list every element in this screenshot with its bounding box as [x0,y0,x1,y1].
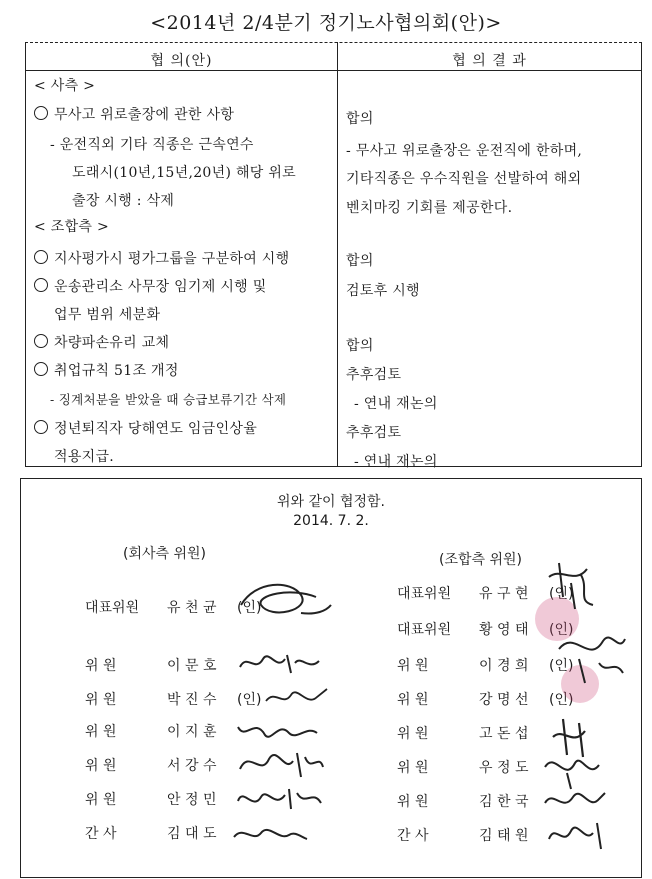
header-agenda: 협 의(안) [150,53,213,69]
company-role-6: 위 원 [85,792,117,808]
union-side-heading: < 조합측 > [34,219,110,235]
signature-scribble-icon [549,619,629,689]
union-seal-3: (인) [549,658,574,674]
company-role-3: 위 원 [85,692,117,708]
company-name-2: 이 문 호 [167,658,217,674]
union-role-1: 대표위원 [397,586,452,602]
union-role-2: 대표위원 [397,622,452,638]
column-divider [337,42,338,466]
union-name-3: 이 경 희 [479,658,529,674]
agreement-statement: 위와 같이 협정함. [276,494,386,510]
document-title: <2014년 2/4분기 정기노사협의회(안)> [150,12,502,34]
result-3-head: 합의 [346,338,374,354]
agenda-item-3-line-2: 업무 범위 세분화 [54,307,161,323]
bullet-circle-icon [34,420,48,434]
union-role-4: 위 원 [397,692,429,708]
result-5-head: 추후검토 [346,425,402,441]
union-name-4: 강 명 선 [479,692,529,708]
company-name-1: 유 천 균 [167,600,217,616]
bullet-circle-icon [34,106,48,120]
agreement-date: 2014. 7. 2. [293,513,369,529]
company-name-7: 김 대 도 [167,826,217,842]
signature-scribble-icon [233,781,323,815]
result-1-line-3: 벤치마킹 기회를 제공한다. [346,200,513,216]
result-2-body: 검토후 시행 [346,283,420,299]
bullet-circle-icon [34,362,48,376]
signature-scribble-icon [261,679,331,713]
agenda-item-4 [34,332,169,352]
union-seal-4: (인) [549,692,574,708]
union-role-6: 위 원 [397,760,429,776]
signature-scribble-icon [235,743,325,783]
company-role-7: 간 사 [85,826,117,842]
company-role-5: 위 원 [85,758,117,774]
union-name-5: 고 돈 섭 [479,726,529,742]
agenda-item-6-line-2: 적용지급. [54,449,115,465]
signature-scribble-icon [233,713,323,747]
union-role-3: 위 원 [397,658,429,674]
company-members-heading: (회사측 위원) [123,546,206,562]
union-role-8: 간 사 [397,828,429,844]
header-result: 협 의 결 과 [452,53,527,69]
result-5-sub: - 연내 재논의 [354,454,438,470]
union-members-heading: (조합측 위원) [439,552,522,568]
result-1-line-2: 기타직종은 우수직원을 선발하여 해외 [346,171,582,187]
union-name-8: 김 태 원 [479,828,529,844]
agenda-item-4-text: 차량파손유리 교체 [54,335,170,351]
company-side-heading: < 사측 > [34,78,96,94]
agenda-item-3-text: 운송관리소 사무장 임기제 시행 및 [54,279,267,295]
agenda-item-6 [34,418,257,438]
union-name-1: 유 구 현 [479,586,529,602]
union-seal-1: (인) [549,586,574,602]
company-name-5: 서 강 수 [167,758,217,774]
result-1-head: 합의 [346,111,374,127]
agenda-item-5 [34,360,179,380]
agenda-item-2 [34,248,289,268]
agenda-item-5-text: 취업규칙 51조 개정 [54,363,179,379]
agenda-item-1-detail-2: 도래시(10년,15년,20년) 해당 위로 [72,165,297,181]
agenda-item-6-text: 정년퇴직자 당해연도 임금인상율 [54,421,258,437]
union-name-6: 우 정 도 [479,760,529,776]
agenda-item-2-text: 지사평가시 평가그룹을 구분하여 시행 [54,251,290,267]
union-seal-2: (인) [549,622,574,638]
company-name-4: 이 지 훈 [167,724,217,740]
signature-scribble-icon [541,813,611,857]
result-2-head: 합의 [346,253,374,269]
result-4-sub: - 연내 재논의 [354,396,438,412]
agenda-item-5-detail: - 징계처분을 받았을 때 승급보류기간 삭제 [50,392,287,407]
company-role-1: 대표위원 [85,600,140,616]
union-role-5: 위 원 [397,726,429,742]
union-name-7: 김 한 국 [479,794,529,810]
table-top-rule [25,42,642,43]
company-name-3: 박 진 수 [167,692,217,708]
agenda-table [25,42,642,470]
signature-block [20,478,642,878]
company-seal-1: (인) [237,600,262,616]
company-seal-3: (인) [237,692,262,708]
company-role-4: 위 원 [85,724,117,740]
bullet-circle-icon [34,334,48,348]
agenda-item-1-title: 무사고 위로출장에 관한 사항 [54,107,235,123]
agenda-item-3 [34,276,267,296]
result-1-line-1: - 무사고 위로출장은 운전직에 한하며, [346,143,583,159]
company-role-2: 위 원 [85,658,117,674]
company-name-6: 안 정 민 [167,792,217,808]
agenda-item-1 [34,104,234,124]
agenda-item-1-detail-1: - 운전직외 기타 직종은 근속연수 [50,137,254,153]
signature-scribble-icon [229,815,309,849]
signature-scribble-icon [235,645,325,679]
bullet-circle-icon [34,278,48,292]
agenda-item-1-detail-3: 출장 시행 : 삭제 [72,193,175,209]
union-role-7: 위 원 [397,794,429,810]
result-4-head: 추후검토 [346,367,402,383]
header-divider [26,70,641,71]
signature-scribble-icon [231,575,341,625]
signature-scribble-icon [541,557,601,617]
bullet-circle-icon [34,250,48,264]
union-name-2: 황 영 태 [479,622,529,638]
